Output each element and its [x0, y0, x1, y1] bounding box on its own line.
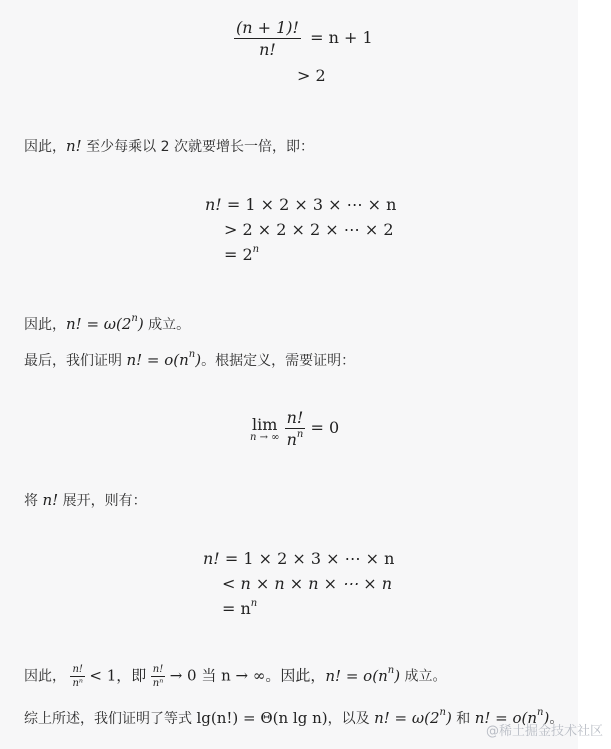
text: 因此，	[24, 317, 66, 333]
lim: lim	[252, 414, 278, 434]
math: )	[195, 351, 202, 369]
watermark: @稀土掘金技术社区	[485, 724, 603, 739]
paragraph-little-o-intro	[24, 350, 355, 370]
text: 综上所述，我们证明了等式	[24, 711, 197, 727]
paragraph-doubling	[24, 136, 314, 156]
denominator: nⁿ	[152, 678, 164, 689]
text: → 0 当 n → ∞。因此，	[169, 666, 326, 685]
text: 最后，我们证明	[24, 353, 127, 369]
fraction-n-factorial-over-n-to-n	[285, 408, 306, 449]
paragraph-summary	[24, 708, 563, 728]
math-little-o	[126, 351, 201, 369]
text: < 1，即	[89, 666, 147, 685]
exponent: n	[387, 664, 395, 676]
power-base: = 2	[224, 245, 253, 264]
paragraph-omega	[24, 314, 190, 334]
fraction-denominator	[285, 430, 306, 449]
text: 成立。	[143, 317, 191, 333]
inline-fraction-1	[70, 664, 85, 689]
equation-2-line-3	[224, 245, 259, 264]
equation-1-line-2: > 2	[297, 66, 326, 85]
exponent: n	[537, 707, 544, 718]
equation-rhs: = n + 1	[310, 28, 373, 47]
equation-limit	[250, 408, 339, 449]
math-omega	[66, 315, 144, 333]
text: 因此，	[24, 139, 66, 155]
math-n-factorial: n!	[42, 491, 59, 509]
power-base: = n	[222, 599, 251, 618]
denominator: nⁿ	[72, 678, 83, 689]
math: n! = o(n	[325, 666, 388, 685]
base: n	[286, 430, 297, 449]
lhs: n!	[205, 195, 222, 214]
power-exponent: n	[250, 597, 258, 609]
math: )	[137, 315, 144, 333]
fraction-denominator: n!	[259, 40, 276, 59]
fraction-numerator: n!	[286, 408, 304, 427]
lhs: n!	[203, 549, 220, 568]
equation-rhs: = 0	[310, 418, 340, 437]
text: 因此，	[24, 668, 66, 685]
numerator: n!	[152, 664, 164, 675]
math-omega	[374, 709, 452, 727]
equation-2-line-1	[205, 195, 396, 214]
text: 至少每乘以 2 次就要增长一倍，即：	[81, 139, 314, 155]
paragraph-conclusion-little-o	[24, 664, 447, 689]
text: 和	[451, 711, 475, 727]
power-exponent: n	[252, 243, 260, 255]
math: n! = ω(2	[66, 315, 132, 333]
text: ，以及	[327, 711, 375, 727]
fraction-n-plus-1-factorial-over-n-factorial	[234, 18, 301, 59]
math-little-o	[325, 664, 401, 685]
fraction-numerator: (n + 1)!	[236, 18, 299, 37]
equation-1	[234, 18, 373, 59]
math: )	[445, 709, 452, 727]
paragraph-expand	[24, 490, 147, 510]
math: n! = ω(2	[374, 709, 440, 727]
equation-4-line-1	[203, 549, 394, 568]
math: n! = o(n	[126, 351, 189, 369]
text: 将	[24, 493, 43, 509]
exponent: n	[188, 349, 196, 360]
rhs: = 1 × 2 × 3 × ⋯ × n	[224, 549, 395, 568]
rhs: = 1 × 2 × 3 × ⋯ × n	[226, 195, 397, 214]
limit-operator	[250, 415, 280, 443]
text: 成立。	[400, 668, 447, 685]
text: 。	[549, 711, 564, 727]
math: n! = o(n	[474, 709, 538, 727]
exponent: n	[439, 707, 446, 718]
equation-2-line-2: > 2 × 2 × 2 × ⋯ × 2	[224, 220, 394, 239]
numerator: n!	[72, 664, 83, 675]
limit-subscript: n → ∞	[250, 431, 280, 443]
math: )	[543, 709, 550, 727]
text: 展开，则有：	[58, 493, 147, 509]
math: )	[394, 666, 401, 685]
math-theta: lg(n!) = Θ(n lg n)	[196, 709, 328, 727]
equation-4-line-2: < n × n × n × ⋯ × n	[222, 574, 393, 593]
exponent: n	[131, 313, 138, 324]
text: 。根据定义，需要证明：	[201, 353, 356, 369]
exponent: n	[296, 428, 304, 440]
right-gutter	[578, 0, 611, 749]
equation-4-line-3	[222, 599, 257, 618]
inline-fraction-2	[151, 664, 166, 689]
math-n-factorial: n!	[66, 137, 82, 155]
